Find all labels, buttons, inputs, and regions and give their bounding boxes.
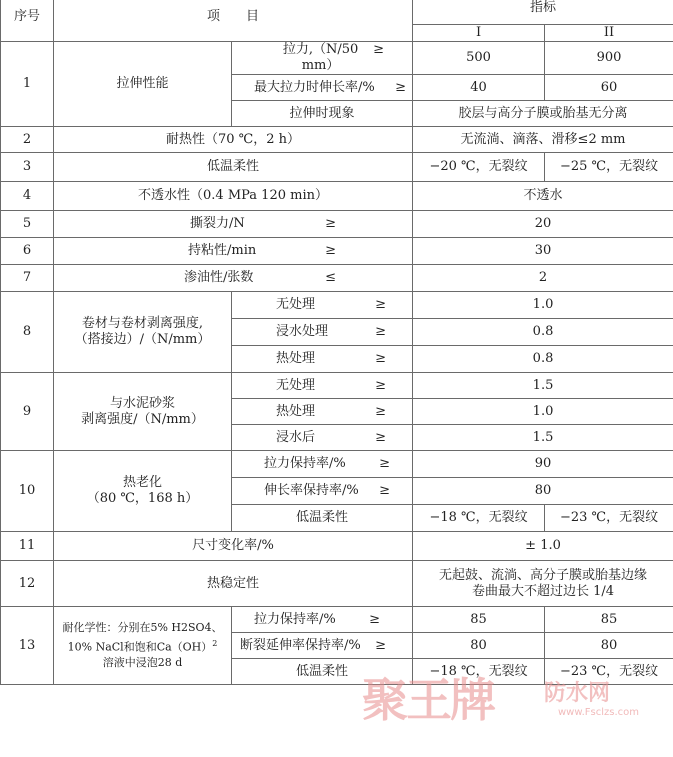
header-row (1, 0, 673, 25)
value-grade-1: 85 (413, 607, 545, 633)
row-number: 9 (1, 373, 54, 451)
item-name: 拉伸性能 (54, 42, 232, 127)
value-merged: 1.5 (413, 373, 673, 399)
value-grade-1: −18 ℃，无裂纹 (413, 505, 545, 532)
value-merged: ± 1.0 (413, 532, 673, 561)
sub-item: 低温柔性 (232, 505, 413, 532)
sub-item: 无处理 ≥ (232, 373, 413, 399)
value-merged: 20 (413, 211, 673, 238)
header-grade-1: I (413, 25, 545, 42)
watermark-url: www.Fsclzs.com (558, 707, 640, 718)
header-item: 项 目 (54, 0, 413, 42)
sub-item: 拉力,（N/50 mm） ≥ (232, 42, 413, 75)
sub-item: 拉伸时现象 (232, 101, 413, 127)
sub-item: 热处理 ≥ (232, 399, 413, 425)
sub-item: 拉力保持率/% ≥ (232, 607, 413, 633)
value-grade-2: 80 (545, 633, 673, 659)
value-grade-2: −25 ℃，无裂纹 (545, 153, 673, 182)
sub-item: 低温柔性 (232, 659, 413, 685)
table-row (1, 373, 673, 399)
value-merged: 无流淌、滴落、滑移≤2 mm (413, 127, 673, 153)
value-merged: 1.0 (413, 399, 673, 425)
value-merged: 0.8 (413, 319, 673, 346)
value-grade-1: 80 (413, 633, 545, 659)
sub-item: 浸水处理 ≥ (232, 319, 413, 346)
value-grade-2: −23 ℃，无裂纹 (545, 505, 673, 532)
row-number: 5 (1, 211, 54, 238)
item-name: 卷材与卷材剥离强度, （搭接边）/（N/mm） (54, 292, 232, 373)
header-no: 序号 (1, 0, 54, 42)
header-grade-2: II (545, 25, 673, 42)
row-number: 2 (1, 127, 54, 153)
row-number: 13 (1, 607, 54, 685)
item-name: 不透水性（0.4 MPa 120 min） (54, 182, 413, 211)
value-merged: 1.5 (413, 425, 673, 451)
table-row (1, 238, 673, 265)
item-name: 耐化学性：分别在5% H2SO4、 10% NaCl和饱和Ca（OH）$^2$ 溶液中浸泡28 d (54, 607, 232, 685)
row-number: 7 (1, 265, 54, 292)
value-merged: 0.8 (413, 346, 673, 373)
value-merged: 不透水 (413, 182, 673, 211)
row-number: 3 (1, 153, 54, 182)
table-row (1, 182, 673, 211)
item-name: 持粘性/min ≥ (54, 238, 413, 265)
value-grade-2: 85 (545, 607, 673, 633)
value-merged: 80 (413, 478, 673, 505)
item-name: 与水泥砂浆 剥离强度/（N/mm） (54, 373, 232, 451)
row-number: 12 (1, 561, 54, 607)
sub-item: 断裂延伸率保持率/% ≥ (232, 633, 413, 659)
sub-item: 最大拉力时伸长率/% ≥ (232, 75, 413, 101)
row-number: 11 (1, 532, 54, 561)
sub-item: 热处理 ≥ (232, 346, 413, 373)
value-merged: 无起鼓、流淌、高分子膜或胎基边缘 卷曲最大不超过边长 1/4 (413, 561, 673, 607)
table-row (1, 532, 673, 561)
watermark-side: 防水网 (544, 681, 611, 706)
sub-item: 无处理 ≥ (232, 292, 413, 319)
value-grade-2: 60 (545, 75, 673, 101)
table-row (1, 265, 673, 292)
row-number: 8 (1, 292, 54, 373)
row-number: 6 (1, 238, 54, 265)
table-row (1, 561, 673, 607)
item-name: 热稳定性 (54, 561, 413, 607)
value-merged: 2 (413, 265, 673, 292)
item-name: 耐热性（70 ℃，2 h） (54, 127, 413, 153)
item-name: 渗油性/张数 ≤ (54, 265, 413, 292)
item-name: 低温柔性 (54, 153, 413, 182)
value-grade-1: 500 (413, 42, 545, 75)
table-row (1, 292, 673, 319)
sub-item: 浸水后 ≥ (232, 425, 413, 451)
row-number: 4 (1, 182, 54, 211)
value-grade-1: −18 ℃，无裂纹 (413, 659, 545, 685)
table-row (1, 42, 673, 75)
value-grade-1: −20 ℃，无裂纹 (413, 153, 545, 182)
table-row (1, 127, 673, 153)
row-number: 1 (1, 42, 54, 127)
sub-item: 拉力保持率/% ≥ (232, 451, 413, 478)
table-row (1, 451, 673, 478)
item-name: 撕裂力/N ≥ (54, 211, 413, 238)
header-index: 指标 (413, 0, 673, 25)
item-name: 热老化 （80 ℃，168 h） (54, 451, 232, 532)
value-merged: 30 (413, 238, 673, 265)
value-merged: 90 (413, 451, 673, 478)
value-merged: 1.0 (413, 292, 673, 319)
table-row (1, 607, 673, 633)
value-grade-1: 40 (413, 75, 545, 101)
value-grade-2: −23 ℃，无裂纹 (545, 659, 673, 685)
watermark-main: 聚王牌 (362, 673, 494, 727)
value-merged: 胶层与高分子膜或胎基无分离 (413, 101, 673, 127)
item-name: 尺寸变化率/% (54, 532, 413, 561)
table-row (1, 211, 673, 238)
value-grade-2: 900 (545, 42, 673, 75)
sub-item: 伸长率保持率/% ≥ (232, 478, 413, 505)
row-number: 10 (1, 451, 54, 532)
table-row (1, 153, 673, 182)
